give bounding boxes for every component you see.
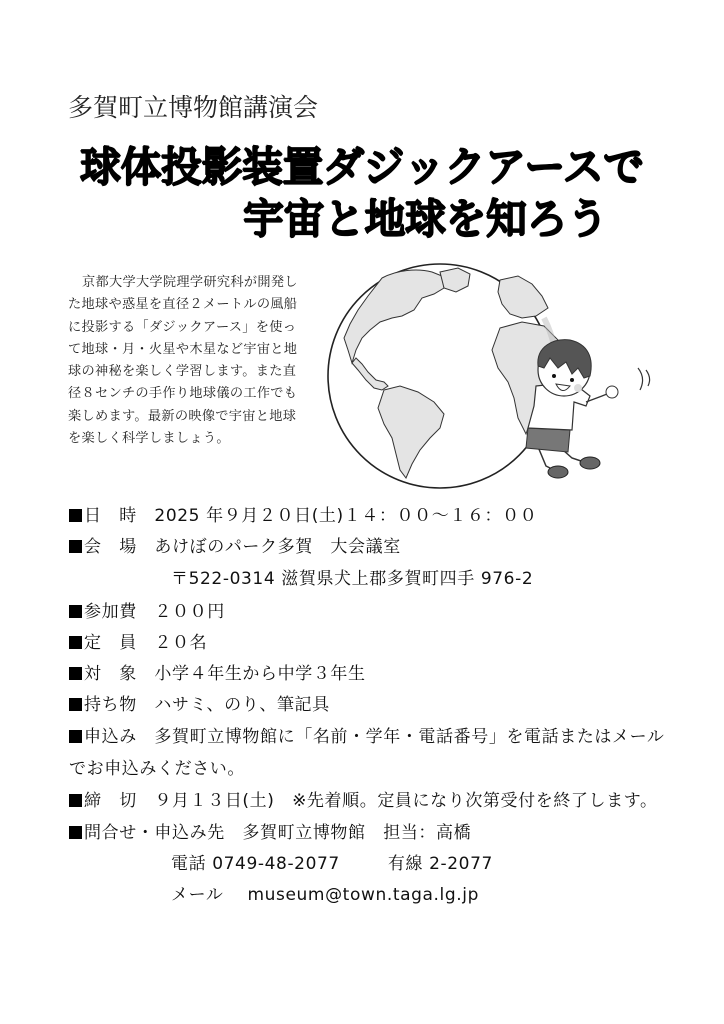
contact-label: 問合せ・申込み先 <box>84 823 225 843</box>
target-label: 対 象 <box>84 664 137 684</box>
fee-label: 参加費 <box>84 602 137 622</box>
extension-label: 有線 <box>387 854 424 874</box>
venue-value: あけぼのパーク多賀 大会議室 <box>154 537 401 557</box>
bullet-square-icon <box>69 698 82 711</box>
venue-address: 〒522-0314 滋賀県犬上郡多賀町四手 976-2 <box>171 569 534 589</box>
apply-label: 申込み <box>84 727 137 747</box>
info-bring <box>69 690 330 715</box>
contact-phone-row <box>171 849 493 874</box>
mail-label: メール <box>171 885 224 905</box>
info-capacity <box>69 628 207 653</box>
extension-number: 2-2077 <box>429 854 493 874</box>
date-value: 2025 年９月２０日(土)１４：００〜１６：００ <box>154 506 538 526</box>
info-apply <box>69 722 664 747</box>
date-label: 日 時 <box>84 506 137 526</box>
info-contact <box>69 818 471 843</box>
page-title-line-1: 球体投影装置ダジックアースで <box>80 143 644 191</box>
bullet-square-icon <box>69 826 82 839</box>
info-venue <box>69 532 401 557</box>
bullet-square-icon <box>69 667 82 680</box>
bullet-square-icon <box>69 605 82 618</box>
globe-icon <box>328 264 558 488</box>
deadline-label: 締 切 <box>84 791 137 811</box>
info-date <box>69 501 537 526</box>
bullet-square-icon <box>69 636 82 649</box>
capacity-value: ２０名 <box>154 633 208 653</box>
bring-value: ハサミ、のり、筆記具 <box>154 695 330 715</box>
contact-mail-row <box>171 880 479 905</box>
contact-value: 多賀町立博物館 担当：高橋 <box>242 823 472 843</box>
mail-address-link[interactable]: museum@town.taga.lg.jp <box>247 885 479 905</box>
capacity-label: 定 員 <box>84 633 137 653</box>
bullet-square-icon <box>69 540 82 553</box>
bring-label: 持ち物 <box>84 695 137 715</box>
venue-label: 会 場 <box>84 537 137 557</box>
phone-label: 電話 <box>171 854 207 874</box>
bullet-square-icon <box>69 730 82 743</box>
info-target <box>69 659 366 684</box>
deadline-value: ９月１３日(土) ※先着順。定員になり次第受付を終了します。 <box>154 791 658 811</box>
info-fee <box>69 597 225 622</box>
page-title-line-2: 宇宙と地球を知ろう <box>243 195 608 243</box>
bullet-square-icon <box>69 509 82 522</box>
apply-value: 多賀町立博物館に「名前・学年・電話番号」を電話またはメール <box>154 727 665 747</box>
target-value: 小学４年生から中学３年生 <box>154 664 366 684</box>
intro-paragraph: 京都大学大学院理学研究科が開発した地球や惑星を直径２メートルの風船に投影する「ダジックアース」を使って地球・月・火星や木星など宇宙と地球の神秘を楽しく学習します。また直径８センチの手作り地球儀の工作でも楽しめます。最新の映像で宇宙と地球を楽しく科学しましょう。 <box>68 275 298 447</box>
bullet-square-icon <box>69 794 82 807</box>
apply-continuation: でお申込みください。 <box>69 759 245 779</box>
fee-value: ２００円 <box>154 602 225 622</box>
phone-number[interactable]: 0749-48-2077 <box>212 854 340 874</box>
globe-child-illustration <box>322 258 662 493</box>
info-deadline <box>69 786 658 811</box>
child-figure-icon <box>526 340 650 478</box>
event-series-label: 多賀町立博物館講演会 <box>68 93 319 122</box>
